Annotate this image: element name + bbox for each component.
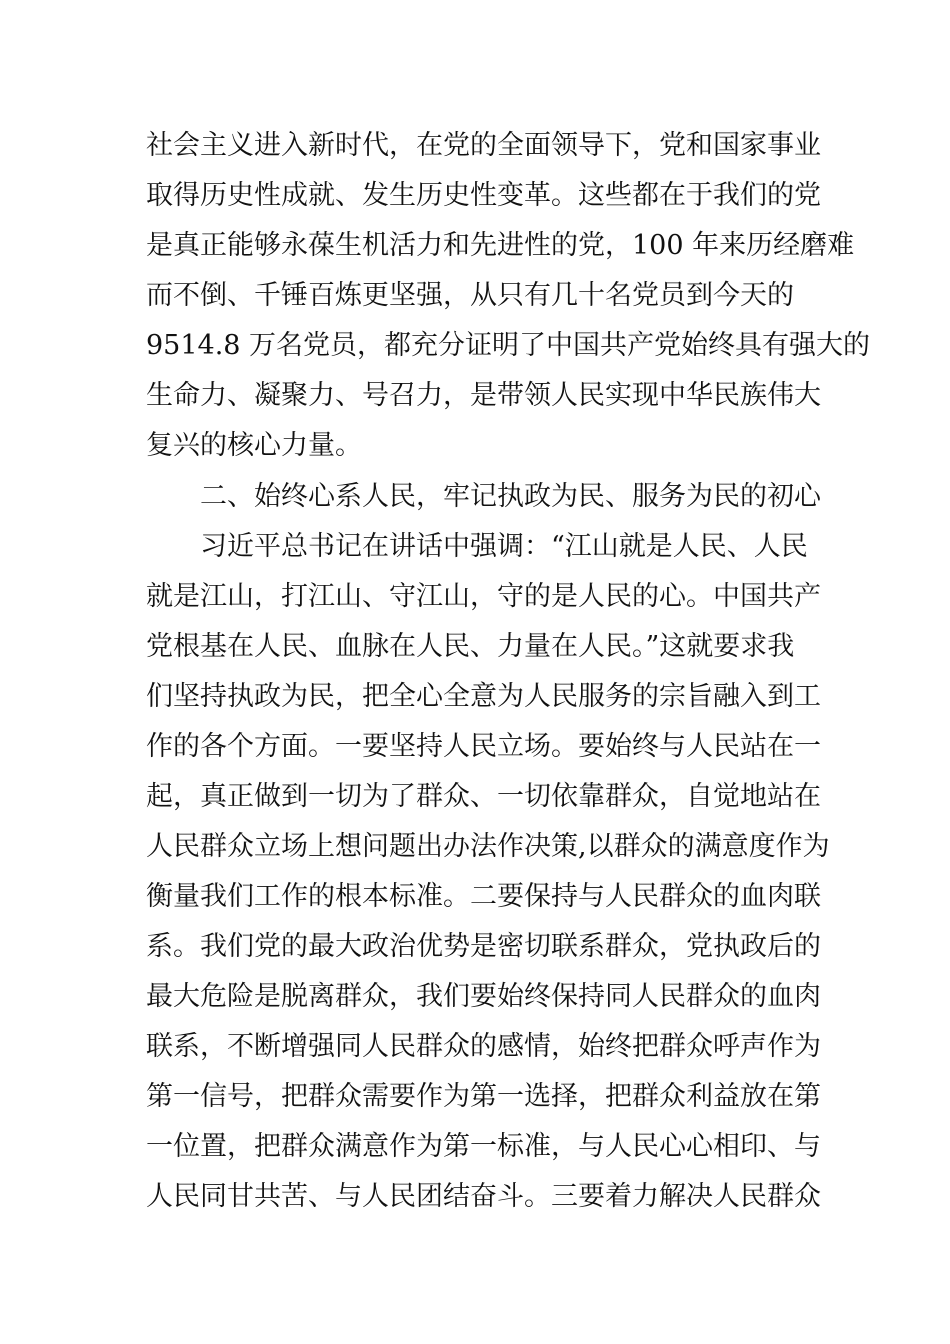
text-line: 社会主义进入新时代，在党的全面领导下，党和国家事业: [146, 130, 821, 161]
text-line: 取得历史性成就、发生历史性变革。这些都在于我们的党: [146, 180, 821, 211]
text-line: 生命力、凝聚力、号召力，是带领人民实现中华民族伟大: [146, 380, 821, 411]
text-line: 是真正能够永葆生机活力和先进性的党，100 年来历经磨难: [146, 230, 855, 261]
text-line: 习近平总书记在讲话中强调：“江山就是人民、人民: [200, 531, 808, 562]
text-line: 一位置，把群众满意作为第一标准，与人民心心相印、与: [146, 1131, 821, 1162]
text-line: 联系，不断增强同人民群众的感情，始终把群众呼声作为: [146, 1031, 821, 1062]
text-line: 而不倒、千锤百炼更坚强，从只有几十名党员到今天的: [146, 280, 794, 311]
section-heading: 二、始终心系人民，牢记执政为民、服务为民的初心: [200, 481, 821, 512]
text-line: 起，真正做到一切为了群众、一切依靠群众，自觉地站在: [146, 781, 821, 812]
text-line: 人民同甘共苦、与人民团结奋斗。三要着力解决人民群众: [146, 1181, 821, 1212]
text-line: 们坚持执政为民，把全心全意为人民服务的宗旨融入到工: [146, 681, 821, 712]
text-line: 系。我们党的最大政治优势是密切联系群众，党执政后的: [146, 931, 821, 962]
text-line: 第一信号，把群众需要作为第一选择，把群众利益放在第: [146, 1081, 821, 1112]
text-line: 最大危险是脱离群众，我们要始终保持同人民群众的血肉: [146, 981, 821, 1012]
text-line: 就是江山，打江山、守江山，守的是人民的心。中国共产: [146, 581, 821, 612]
text-line: 9514.8 万名党员，都充分证明了中国共产党始终具有强大的: [146, 330, 871, 361]
text-line: 复兴的核心力量。: [146, 430, 362, 461]
text-line: 作的各个方面。一要坚持人民立场。要始终与人民站在一: [146, 731, 821, 762]
text-line: 党根基在人民、血脉在人民、力量在人民。”这就要求我: [146, 631, 795, 662]
text-line: 衡量我们工作的根本标准。二要保持与人民群众的血肉联: [146, 881, 821, 912]
text-line: 人民群众立场上想问题出办法作决策,以群众的满意度作为: [146, 831, 830, 862]
